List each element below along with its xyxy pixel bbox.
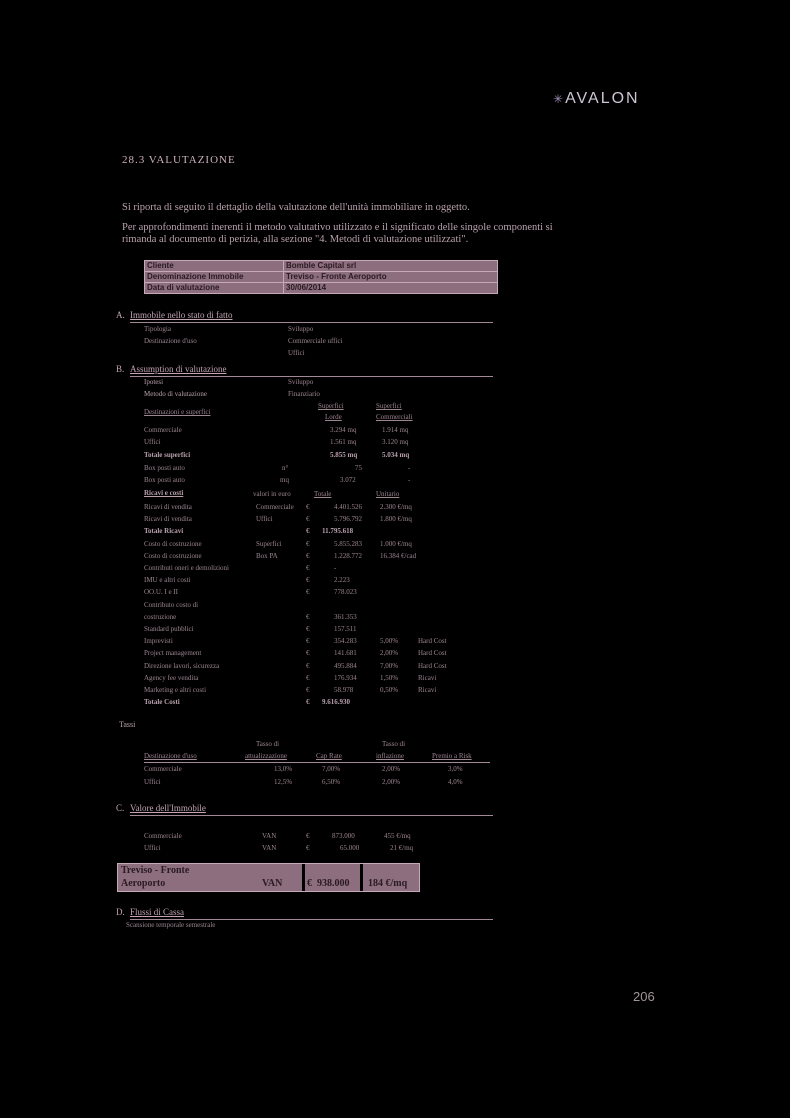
area-value: 75 bbox=[355, 464, 362, 472]
total-amount-cell bbox=[305, 864, 360, 891]
col-header: Superfici bbox=[376, 402, 402, 410]
ricavi-label: Ricavi di vendita bbox=[144, 515, 192, 523]
area-label: Commerciale bbox=[144, 426, 182, 434]
rates-header: attualizzazione bbox=[245, 752, 287, 760]
cashflow-note: Scansione temporale semestrale bbox=[126, 921, 216, 929]
value-currency: € bbox=[306, 844, 310, 852]
info-row bbox=[145, 272, 497, 283]
b-value: Sviluppo bbox=[288, 378, 314, 386]
divider bbox=[130, 919, 493, 920]
intro-paragraph-1: Si riporta di seguito il dettaglio della valutazione dell'unità immobiliare in oggetto. bbox=[122, 202, 470, 213]
section-title-b: Assumption di valutazione bbox=[130, 364, 227, 374]
section-d-heading bbox=[116, 907, 184, 917]
ricavi-total: 58.978 bbox=[334, 686, 354, 694]
dest-title: Destinazioni e superfici bbox=[144, 408, 211, 416]
value-label: Commerciale bbox=[144, 832, 182, 840]
info-row bbox=[145, 283, 497, 293]
area-label: Totale superfici bbox=[144, 451, 191, 459]
rate-cell: 13,0% bbox=[274, 765, 293, 773]
ricavi-unitario: 2.300 €/mq bbox=[380, 503, 412, 511]
section-title-c: Valore dell'Immobile bbox=[130, 803, 206, 813]
ricavi-currency: € bbox=[306, 564, 310, 572]
section-a-heading bbox=[116, 310, 232, 320]
rate-cell: 2,00% bbox=[382, 778, 401, 786]
section-c-heading bbox=[116, 803, 206, 813]
logo-star-icon: ✳ bbox=[553, 92, 564, 106]
info-key: Denominazione Immobile bbox=[145, 272, 284, 282]
col-header: Superfici bbox=[318, 402, 344, 410]
ricavi-unitario: 1.000 €/mq bbox=[380, 540, 412, 548]
ricavi-total: 495.884 bbox=[334, 662, 357, 670]
value-amount: 873.000 bbox=[332, 832, 355, 840]
section-letter: C. bbox=[116, 803, 125, 813]
total-currency: € bbox=[307, 878, 312, 889]
ricavi-col-header: Totale bbox=[314, 490, 332, 498]
ricavi-currency: € bbox=[306, 613, 310, 621]
ricavi-total: 11.795.618 bbox=[322, 527, 354, 535]
ricavi-col-header: Unitario bbox=[376, 490, 400, 498]
ricavi-total: 778.023 bbox=[334, 588, 357, 596]
ricavi-total: 4.401.526 bbox=[334, 503, 362, 511]
ricavi-unitario: 5,00% bbox=[380, 637, 399, 645]
info-value: Bomble Capital srl bbox=[284, 261, 497, 271]
value-unit: 21 €/mq bbox=[390, 844, 414, 852]
ricavi-label: Standard pubblici bbox=[144, 625, 194, 633]
ricavi-currency: € bbox=[306, 686, 310, 694]
ricavi-label: Agency fee vendita bbox=[144, 674, 199, 682]
area-value: - bbox=[408, 476, 411, 484]
total-value-box bbox=[117, 863, 420, 892]
rate-cell: 2,00% bbox=[382, 765, 401, 773]
tassi-title: Tassi bbox=[119, 720, 136, 729]
area-value: 5.034 mq bbox=[382, 451, 410, 459]
rate-cell: 6,50% bbox=[322, 778, 341, 786]
col-header: Commerciali bbox=[376, 413, 413, 421]
ricavi-unit: Superfici bbox=[256, 540, 282, 548]
ricavi-currency: € bbox=[306, 637, 310, 645]
total-label: Aeroporto bbox=[121, 878, 166, 889]
value-kind: VAN bbox=[262, 844, 277, 852]
rate-cell: Commerciale bbox=[144, 765, 182, 773]
ricavi-currency: € bbox=[306, 503, 310, 511]
ricavi-unitario: 0,50% bbox=[380, 686, 399, 694]
ricavi-currency: € bbox=[306, 698, 310, 706]
ricavi-total: 2.223 bbox=[334, 576, 350, 584]
ricavi-label: Contributo costo di bbox=[144, 601, 199, 609]
section-title-a: Immobile nello stato di fatto bbox=[130, 310, 233, 320]
rates-header: Destinazione d'uso bbox=[144, 752, 197, 760]
ricavi-unitario: 1.800 €/mq bbox=[380, 515, 412, 523]
info-row bbox=[145, 261, 497, 272]
divider bbox=[144, 762, 490, 763]
ricavi-basis: Ricavi bbox=[418, 686, 437, 694]
info-value: 30/06/2014 bbox=[284, 283, 497, 293]
ricavi-label: OO.U. I e II bbox=[144, 588, 179, 596]
ricavi-unit: Uffici bbox=[256, 515, 273, 523]
ricavi-currency: € bbox=[306, 662, 310, 670]
ricavi-title: Ricavi e costi bbox=[144, 489, 184, 497]
b-label: Metodo di valutazione bbox=[144, 390, 207, 398]
ricavi-basis: Ricavi bbox=[418, 674, 437, 682]
value-unit: 455 €/mq bbox=[384, 832, 411, 840]
ricavi-currency: € bbox=[306, 527, 310, 535]
ricavi-unit: Box PA bbox=[256, 552, 278, 560]
rates-header: inflazione bbox=[376, 752, 404, 760]
ricavi-currency: € bbox=[306, 515, 310, 523]
ricavi-label: Project management bbox=[144, 649, 202, 657]
ricavi-label: IMU e altri costi bbox=[144, 576, 191, 584]
rates-header: Cap Rate bbox=[316, 752, 342, 760]
total-unit-cell bbox=[363, 864, 419, 891]
total-label: Treviso - Fronte bbox=[121, 865, 190, 876]
area-unit: n° bbox=[282, 464, 289, 472]
ricavi-basis: Hard Cost bbox=[418, 649, 447, 657]
ricavi-basis: Hard Cost bbox=[418, 637, 447, 645]
ricavi-basis: Hard Cost bbox=[418, 662, 447, 670]
ricavi-currency: € bbox=[306, 625, 310, 633]
ricavi-unitario: 16.384 €/cad bbox=[380, 552, 417, 560]
rate-cell: 12,5% bbox=[274, 778, 293, 786]
rate-cell: Uffici bbox=[144, 778, 161, 786]
total-unit: 184 €/mq bbox=[368, 878, 408, 889]
value-currency: € bbox=[306, 832, 310, 840]
divider bbox=[130, 815, 493, 816]
area-value: 3.120 mq bbox=[382, 438, 409, 446]
ricavi-unit-header: valori in euro bbox=[253, 490, 291, 498]
ricavi-total: 9.616.930 bbox=[322, 698, 350, 706]
divider bbox=[130, 322, 493, 323]
a-value: Sviluppo bbox=[288, 325, 314, 333]
ricavi-currency: € bbox=[306, 649, 310, 657]
ricavi-label: Imprevisti bbox=[144, 637, 173, 645]
area-value: 1.561 mq bbox=[330, 438, 357, 446]
ricavi-currency: € bbox=[306, 576, 310, 584]
ricavi-label: Marketing e altri costi bbox=[144, 686, 207, 694]
area-label: Box posti auto bbox=[144, 464, 185, 472]
brand-name: AVALON bbox=[565, 90, 640, 107]
ricavi-currency: € bbox=[306, 674, 310, 682]
ricavi-unit: Commerciale bbox=[256, 503, 294, 511]
value-kind: VAN bbox=[262, 832, 277, 840]
a-label: Tipologia bbox=[144, 325, 171, 333]
area-value: 1.914 mq bbox=[382, 426, 409, 434]
divider bbox=[130, 376, 493, 377]
rates-header: Tasso di bbox=[382, 740, 406, 748]
rate-cell: 4,0% bbox=[448, 778, 463, 786]
ricavi-unitario: 7,00% bbox=[380, 662, 399, 670]
total-label-cell bbox=[118, 864, 302, 891]
info-value: Treviso - Fronte Aeroporto bbox=[284, 272, 497, 282]
ricavi-unitario: 2,00% bbox=[380, 649, 399, 657]
section-letter: B. bbox=[116, 364, 125, 374]
ricavi-label: Contributi oneri e demolizioni bbox=[144, 564, 229, 572]
area-value: - bbox=[408, 464, 411, 472]
info-table bbox=[144, 260, 498, 294]
ricavi-label: Totale Ricavi bbox=[144, 527, 184, 535]
ricavi-total: 354.283 bbox=[334, 637, 357, 645]
b-value: Finanziario bbox=[288, 390, 320, 398]
ricavi-total: 141.681 bbox=[334, 649, 357, 657]
brand-logo bbox=[553, 90, 640, 108]
ricavi-label: Costo di costruzione bbox=[144, 552, 202, 560]
area-value: 3.294 mq bbox=[330, 426, 357, 434]
info-key: Cliente bbox=[145, 261, 284, 271]
section-letter: A. bbox=[116, 310, 125, 320]
area-unit: mq bbox=[280, 476, 289, 484]
a-value: Uffici bbox=[288, 349, 305, 357]
total-kind: VAN bbox=[262, 878, 283, 889]
section-letter: D. bbox=[116, 907, 125, 917]
area-label: Uffici bbox=[144, 438, 161, 446]
area-label: Box posti auto bbox=[144, 476, 185, 484]
section-b-heading bbox=[116, 364, 227, 374]
col-header: Lorde bbox=[325, 413, 342, 421]
ricavi-label: Ricavi di vendita bbox=[144, 503, 192, 511]
section-title-d: Flussi di Cassa bbox=[130, 907, 185, 917]
ricavi-total: 1.228.772 bbox=[334, 552, 362, 560]
ricavi-currency: € bbox=[306, 588, 310, 596]
rate-cell: 7,00% bbox=[322, 765, 341, 773]
value-label: Uffici bbox=[144, 844, 161, 852]
section-title: 28.3 VALUTAZIONE bbox=[122, 154, 236, 166]
ricavi-label: Costo di costruzione bbox=[144, 540, 202, 548]
ricavi-unitario: 1,50% bbox=[380, 674, 399, 682]
info-key: Data di valutazione bbox=[145, 283, 284, 293]
total-amount: 938.000 bbox=[317, 878, 350, 889]
ricavi-label: Direzione lavori, sicurezza bbox=[144, 662, 220, 670]
area-value: 5.855 mq bbox=[330, 451, 358, 459]
rate-cell: 3,0% bbox=[448, 765, 463, 773]
ricavi-total: - bbox=[334, 564, 337, 572]
intro-paragraph-2b: rimanda al documento di perizia, alla sezione "4. Metodi di valutazione utilizzati". bbox=[122, 234, 469, 245]
rates-header: Tasso di bbox=[256, 740, 280, 748]
ricavi-total: 176.934 bbox=[334, 674, 357, 682]
ricavi-label: costruzione bbox=[144, 613, 177, 621]
ricavi-total: 5.796.792 bbox=[334, 515, 362, 523]
area-value: 3.072 bbox=[340, 476, 356, 484]
a-value: Commerciale uffici bbox=[288, 337, 343, 345]
b-label: Ipotesi bbox=[144, 378, 164, 386]
ricavi-label: Totale Costi bbox=[144, 698, 180, 706]
a-label: Destinazione d'uso bbox=[144, 337, 197, 345]
value-amount: 65.000 bbox=[340, 844, 360, 852]
intro-paragraph-2a: Per approfondimenti inerenti il metodo valutativo utilizzato e il significato delle singole componenti si bbox=[122, 222, 553, 233]
ricavi-total: 361.353 bbox=[334, 613, 357, 621]
ricavi-total: 157.511 bbox=[334, 625, 357, 633]
ricavi-currency: € bbox=[306, 540, 310, 548]
ricavi-currency: € bbox=[306, 552, 310, 560]
ricavi-total: 5.855.283 bbox=[334, 540, 362, 548]
page-number: 206 bbox=[633, 989, 655, 1004]
rates-header: Premio a Risk bbox=[432, 752, 472, 760]
